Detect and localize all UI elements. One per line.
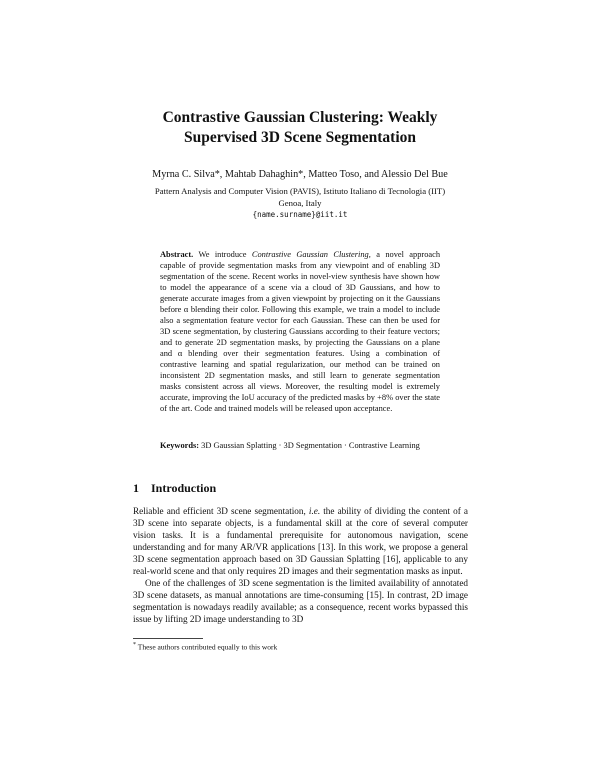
paragraph-1-rest: the ability of dividing the content of a 3D scene into separate objects, is a fundamental skill at the core of several computer vision tasks. It is a fundamental prerequisite for autonomous navigation, scene understanding and for many AR/VR applications [13]. In this work, we propose a general 3D scene segmentation approach based on 3D Gaussian Splatting [16], applicable to any real-world scene and that only requires 2D images and their segmentation masks as input.	[133, 506, 469, 577]
keywords-label: Keywords:	[160, 441, 200, 450]
section-number: 1	[133, 481, 139, 495]
section-heading	[133, 481, 216, 496]
paragraph-1-start: Reliable and efficient 3D scene segmentation,	[133, 506, 309, 516]
title-line-1: Contrastive Gaussian Clustering: Weakly	[162, 109, 438, 126]
abstract-method-name: Contrastive Gaussian Clustering	[251, 250, 369, 259]
footnote-rule	[133, 638, 203, 639]
keywords	[160, 440, 440, 451]
footnote-text: These authors contributed equally to this work	[136, 642, 278, 652]
introduction-body	[133, 505, 468, 625]
abstract-text-body: , a novel approach capable of provide segmentation masks from any viewpoint and of enabling 3D segmentation of the scene. Recent works in novel-view synthesis have shown how to model the appearance of a scene via a cloud of 3D Gaussians, and how to generate accurate images from a given viewpoint by projecting on it the Gaussians before α blending their color. Following this example, we train a model to include also a segmentation feature vector for each Gaussian. These can then be used for 3D scene segmentation, by clustering Gaussians according to their feature vectors; and to generate 2D segmentation masks, by projecting the Gaussians on a plane and α blending over their segmentation features. Using a combination of contrastive learning and spatial regularization, our method can be trained on inconsistent 2D segmentation masks, and still learn to generate segmentation masks consistent across all views. Moreover, the resulting model is extremely accurate, improving the IoU accuracy of the predicted masks by +8% over the state of the art. Code and trained models will be released upon acceptance.	[160, 250, 441, 413]
title-line-2: Supervised 3D Scene Segmentation	[183, 129, 417, 146]
footnote-mark: *	[133, 642, 136, 648]
footnote	[133, 642, 277, 652]
paragraph-2: One of the challenges of 3D scene segmentation is the limited availability of annotated 3D scene datasets, as manual annotations are time-consuming [15]. In contrast, 2D image segmentation is nowadays readily available; as a consequence, recent works bypassed this issue by lifting 2D image understanding to 3D	[133, 578, 468, 625]
section-title: Introduction	[151, 481, 217, 495]
affiliation-institute: Pattern Analysis and Computer Vision (PAVIS), Istituto Italiano di Tecnologia (IIT)	[154, 186, 446, 196]
abstract-text-start: We introduce	[193, 250, 252, 259]
abstract	[160, 249, 440, 414]
keywords-list: 3D Gaussian Splatting · 3D Segmentation · Contrastive Learning	[199, 441, 420, 450]
abstract-label: Abstract.	[160, 250, 194, 259]
author-list: Myrna C. Silva*, Mahtab Dahaghin*, Matteo Toso, and Alessio Del Bue	[152, 169, 448, 180]
paragraph-1	[133, 505, 468, 577]
author-email: {name.surname}@iit.it	[252, 210, 348, 219]
affiliation-city: Genoa, Italy	[278, 198, 322, 208]
paragraph-1-ie: i.e.	[308, 506, 321, 516]
affiliation	[90, 185, 510, 221]
arxiv-stamp	[6, 0, 46, 776]
paper-title	[100, 108, 500, 148]
